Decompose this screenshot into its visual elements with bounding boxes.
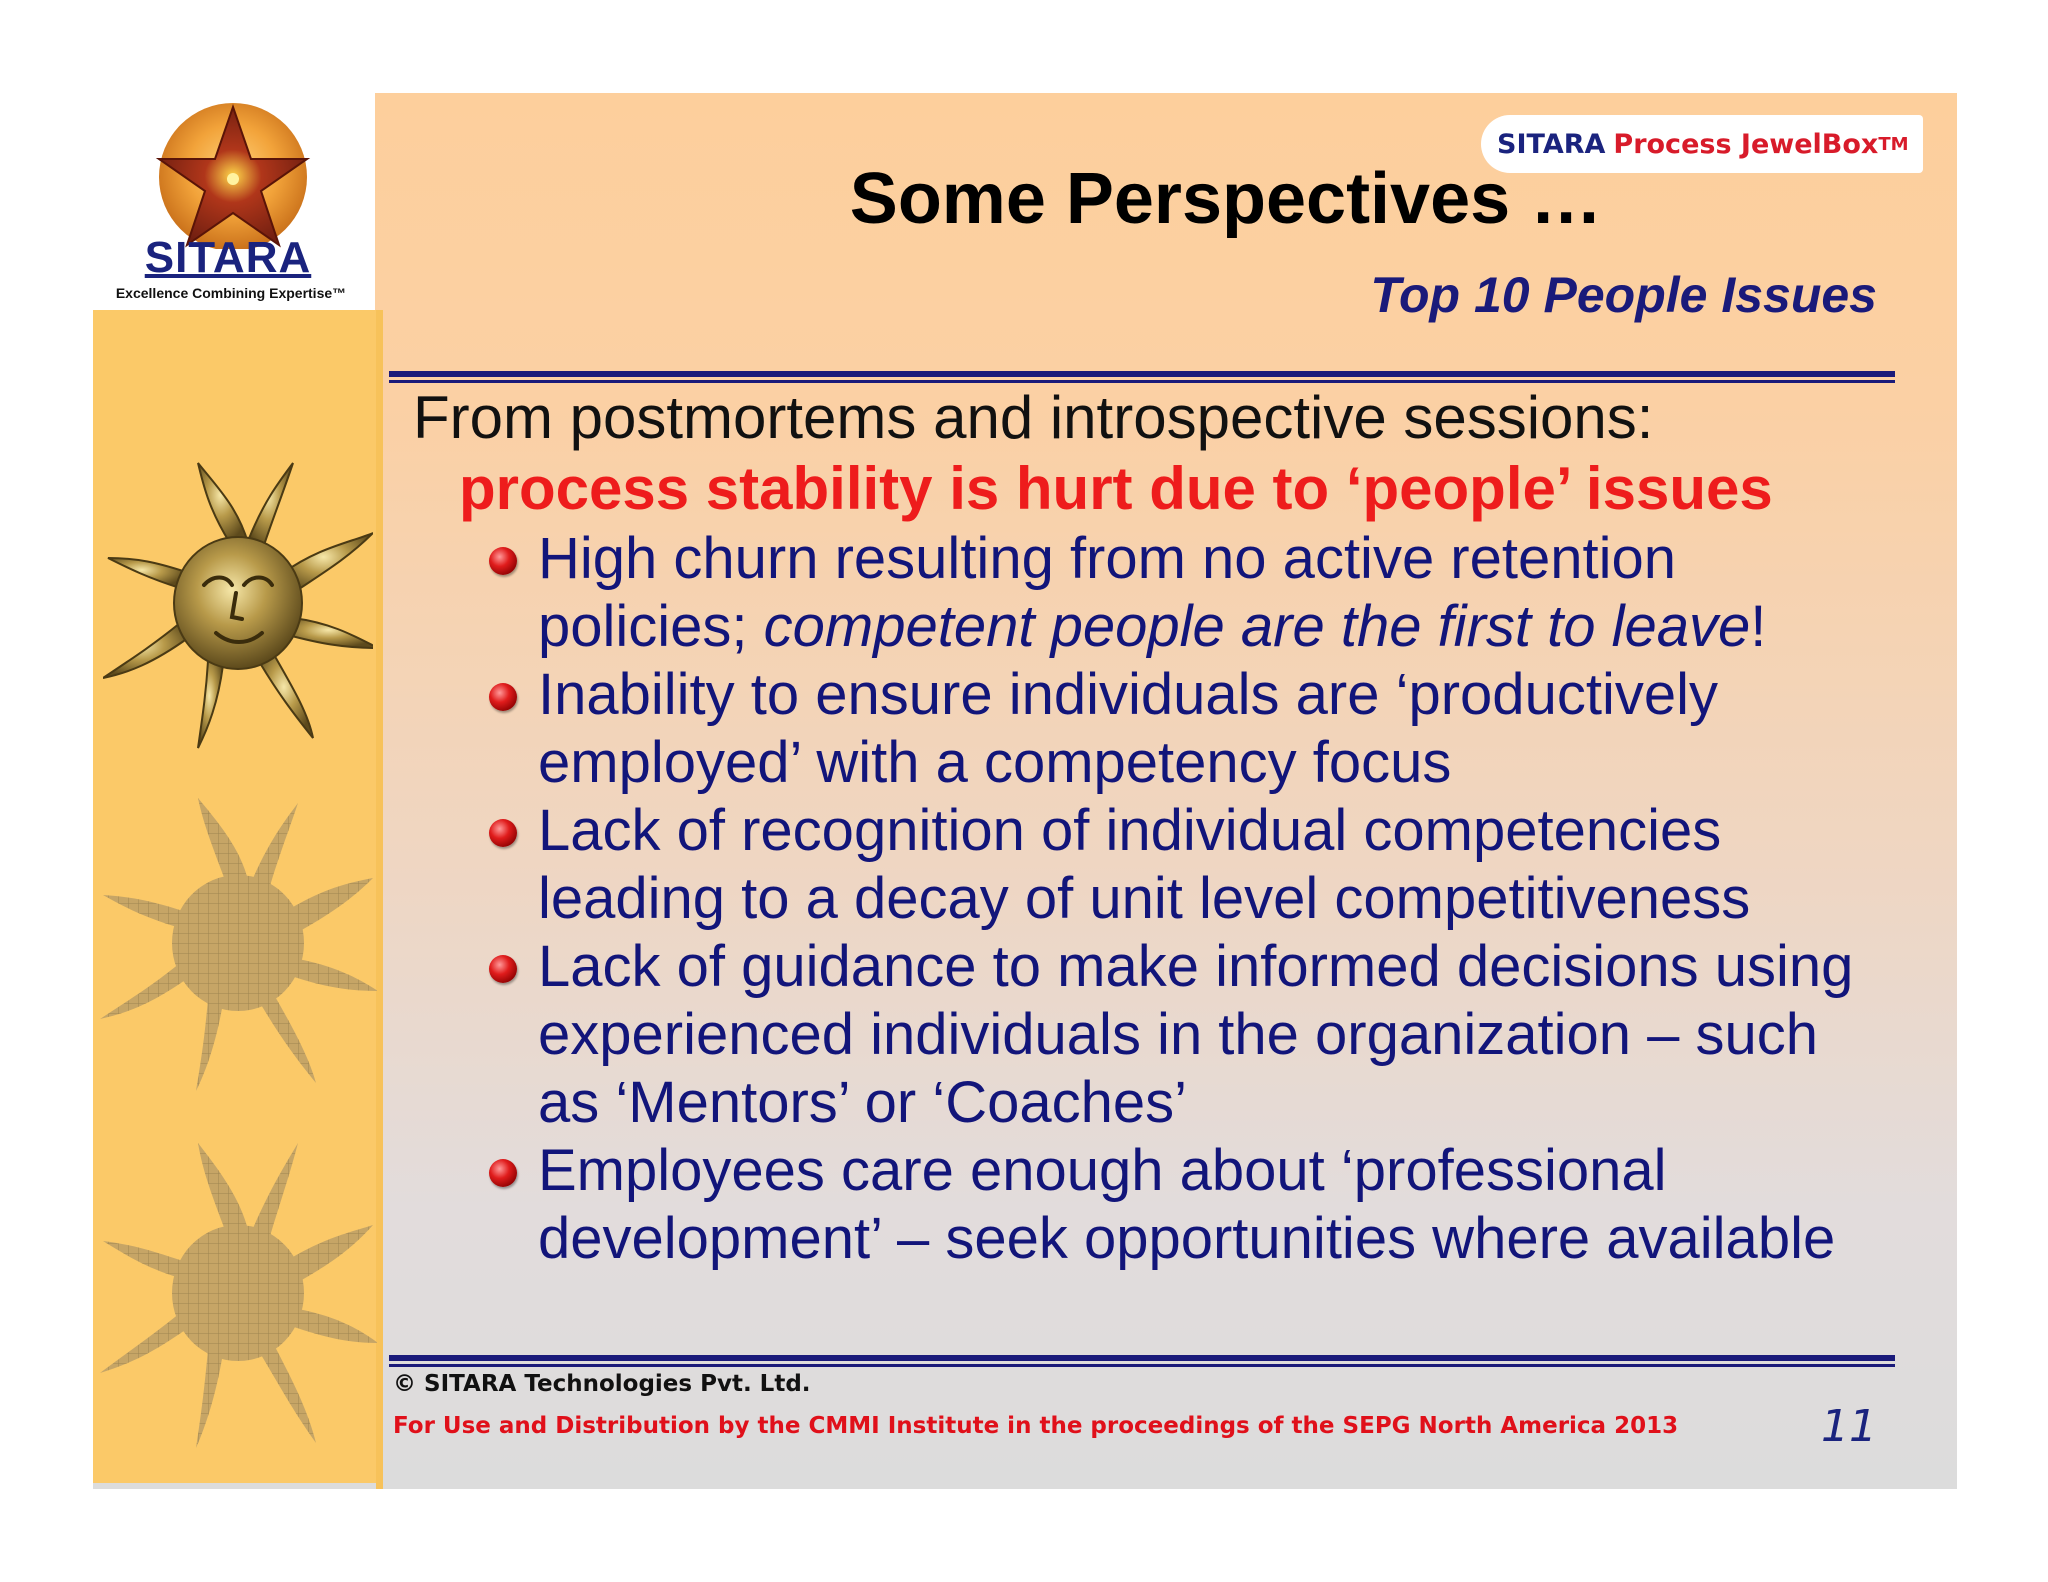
bottom-divider [389,1355,1895,1367]
logo [93,93,375,310]
badge-product: Process JewelBox [1613,128,1879,160]
list-item [413,525,1893,661]
page-number: 11 [1821,1401,1877,1452]
list-item [413,661,1893,797]
logo-tagline: Excellence Combining Expertise™ [115,285,347,301]
issue-list [413,525,1893,1273]
list-item-emphasis: competent people are the first to leave [763,594,1751,659]
bullet-icon [489,955,517,983]
intro-text: From postmortems and introspective sessions: [413,384,1654,451]
list-item-text: High churn resulting from no active retention policies; [538,526,1677,659]
distribution-note: For Use and Distribution by the CMMI Institute in the proceedings of the SEPG North America 2013 [393,1413,1679,1439]
list-item-text: Lack of guidance to make informed decisions using experienced individuals in the organization – such as ‘Mentors’ or ‘Coaches’ [538,934,1854,1135]
list-item [413,1137,1893,1273]
top-divider [389,371,1895,383]
bullet-icon [489,683,517,711]
badge-trademark: TM [1878,133,1909,155]
badge-brand: SITARA [1497,128,1606,160]
page-subtitle: Top 10 People Issues [1370,267,1877,323]
highlight-text: process stability is hurt due to ‘people’ issues [459,455,1773,522]
list-item-text: Employees care enough about ‘professional development’ – seek opportunities where available [538,1138,1836,1271]
logo-name: SITARA [144,233,312,282]
bullet-icon [489,819,517,847]
bullet-icon [489,547,517,575]
list-item-suffix: ! [1750,594,1767,659]
bullet-icon [489,1159,517,1187]
page-title: Some Perspectives … [849,159,1603,239]
sun-pattern-icon [99,793,377,1093]
sitara-star-logo-icon [133,99,333,249]
sun-pattern-icon [99,1133,377,1453]
list-item-text: Inability to ensure individuals are ‘productively employed’ with a competency focus [538,662,1718,795]
slide-body [413,383,1893,1273]
list-item-text: Lack of recognition of individual competencies leading to a decay of unit level competitiveness [538,798,1751,931]
sidebar-edge [376,310,383,1489]
list-item [413,797,1893,933]
list-item [413,933,1893,1137]
copyright-text: © SITARA Technologies Pvt. Ltd. [393,1371,811,1397]
slide [93,93,1957,1489]
sun-face-icon [103,453,373,753]
